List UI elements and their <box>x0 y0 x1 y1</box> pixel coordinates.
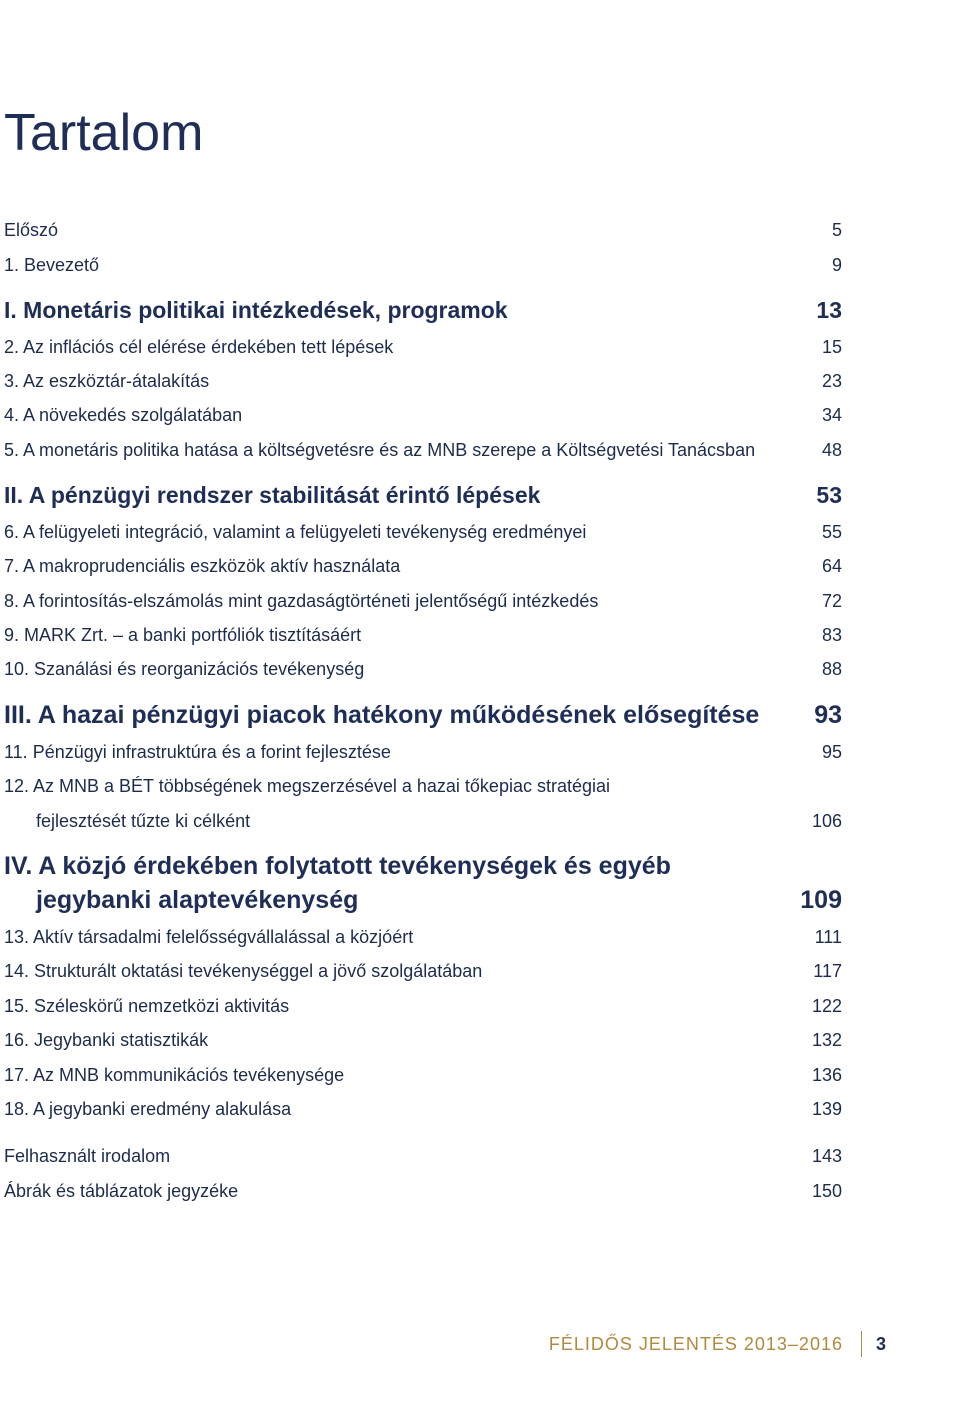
toc-entry-page: 88 <box>821 659 842 679</box>
toc-entry-label: Előszó <box>4 220 59 240</box>
toc-entry-label: 3. Az eszköztár-átalakítás <box>4 371 210 391</box>
toc-entry-chapter-2[interactable] <box>4 335 842 359</box>
toc-entry-label: 5. A monetáris politika hatása a költségvetésre és az MNB szerepe a Költségvetési Tanácsban <box>4 440 756 460</box>
toc-entry-page: 150 <box>811 1181 842 1201</box>
toc-entry-page: 83 <box>821 625 842 645</box>
toc-part-IV-cont[interactable] <box>4 884 842 916</box>
toc-part-page: 13 <box>816 297 842 323</box>
toc-entry-foreword[interactable] <box>4 218 842 242</box>
toc-entry-label: 18. A jegybanki eredmény alakulása <box>4 1099 292 1119</box>
toc-entry-label: 8. A forintosítás-elszámolás mint gazdaságtörténeti jelentőségű intézkedés <box>4 591 599 611</box>
toc-entry-page: 9 <box>831 255 842 275</box>
toc-entry-chapter-7[interactable] <box>4 554 842 578</box>
toc-entry-page: 106 <box>811 811 842 831</box>
toc-entry-chapter-16[interactable] <box>4 1028 842 1052</box>
toc-entry-chapter-11[interactable] <box>4 740 842 764</box>
toc-entry-figures-tables[interactable] <box>4 1179 842 1203</box>
toc-part-page: 93 <box>814 701 842 729</box>
toc-entry-page: 95 <box>821 742 842 762</box>
toc-part-page: 53 <box>816 482 842 508</box>
toc-entry-chapter-10[interactable] <box>4 657 842 681</box>
toc-entry-page: 15 <box>821 337 842 357</box>
toc-part-label: III. A hazai pénzügyi piacok hatékony működésének elősegítése <box>4 701 760 729</box>
toc-entry-page: 23 <box>821 371 842 391</box>
toc-part-IV[interactable] <box>4 850 842 882</box>
toc-entry-label: 14. Strukturált oktatási tevékenységgel a jövő szolgálatában <box>4 961 483 981</box>
toc-entry-page: 136 <box>811 1065 842 1085</box>
toc-entry-label: 10. Szanálási és reorganizációs tevékenység <box>4 659 365 679</box>
toc-part-label: IV. A közjó érdekében folytatott tevékenységek és egyéb <box>4 852 671 880</box>
toc-entry-label: 6. A felügyeleti integráció, valamint a felügyeleti tevékenység eredményei <box>4 522 587 542</box>
toc-entry-chapter-3[interactable] <box>4 369 842 393</box>
toc-entry-chapter-1[interactable] <box>4 253 842 277</box>
toc-entry-page: 111 <box>814 927 842 947</box>
toc-entry-page: 139 <box>811 1099 842 1119</box>
toc-entry-label: fejlesztését tűzte ki célként <box>36 811 251 831</box>
toc-part-I[interactable] <box>4 295 842 325</box>
toc-entry-label: 11. Pénzügyi infrastruktúra és a forint fejlesztése <box>4 742 391 762</box>
toc-entry-label: 9. MARK Zrt. – a banki portfóliók tisztításáért <box>4 625 362 645</box>
toc-entry-bibliography[interactable] <box>4 1144 842 1168</box>
toc-entry-label: 16. Jegybanki statisztikák <box>4 1030 209 1050</box>
toc-part-label: I. Monetáris politikai intézkedések, programok <box>4 297 508 323</box>
toc-entry-chapter-5[interactable] <box>4 438 842 462</box>
toc-part-III[interactable] <box>4 699 842 731</box>
toc-entry-chapter-12[interactable] <box>4 774 842 798</box>
toc-entry-chapter-6[interactable] <box>4 520 842 544</box>
toc-entry-label: 4. A növekedés szolgálatában <box>4 405 243 425</box>
toc-entry-page: 55 <box>821 522 842 542</box>
toc-entry-page: 5 <box>831 220 842 240</box>
toc-entry-label: 12. Az MNB a BÉT többségének megszerzésével a hazai tőkepiac stratégiai <box>4 776 610 796</box>
toc-entry-chapter-15[interactable] <box>4 994 842 1018</box>
footer-page-number: 3 <box>875 1333 886 1354</box>
page-footer <box>549 1330 886 1358</box>
toc-entry-page: 72 <box>821 591 842 611</box>
toc-entry-label: 7. A makroprudenciális eszközök aktív használata <box>4 556 401 576</box>
toc-entry-label: 13. Aktív társadalmi felelősségvállalással a közjóért <box>4 927 414 947</box>
toc-part-label: II. A pénzügyi rendszer stabilitását érintő lépések <box>4 482 541 508</box>
toc-entry-page: 34 <box>821 405 842 425</box>
toc-part-page: 109 <box>800 886 842 914</box>
toc-entry-chapter-18[interactable] <box>4 1097 842 1121</box>
toc-entry-page: 48 <box>821 440 842 460</box>
toc-entry-chapter-14[interactable] <box>4 959 842 983</box>
toc-entry-chapter-12-cont[interactable] <box>4 809 842 833</box>
toc-part-II[interactable] <box>4 480 842 510</box>
toc-entry-chapter-4[interactable] <box>4 403 842 427</box>
toc-entry-label: Ábrák és táblázatok jegyzéke <box>4 1181 239 1201</box>
page-title: Tartalom <box>4 103 204 162</box>
toc-entry-label: 17. Az MNB kommunikációs tevékenysége <box>4 1065 345 1085</box>
toc-entry-page: 122 <box>811 996 842 1016</box>
toc-entry-chapter-13[interactable] <box>4 925 842 949</box>
toc-part-label: jegybanki alaptevékenység <box>36 886 359 914</box>
toc-entry-label: 2. Az inflációs cél elérése érdekében tett lépések <box>4 337 394 357</box>
toc-entry-label: Felhasznált irodalom <box>4 1146 171 1166</box>
toc-entry-label: 15. Széleskörű nemzetközi aktivitás <box>4 996 290 1016</box>
footer-divider <box>861 1331 862 1357</box>
toc-entry-chapter-8[interactable] <box>4 589 842 613</box>
toc-entry-page: 143 <box>811 1146 842 1166</box>
toc-entry-page: 132 <box>811 1030 842 1050</box>
toc-entry-chapter-9[interactable] <box>4 623 842 647</box>
toc-entry-page: 117 <box>813 961 842 981</box>
footer-report-title: FÉLIDŐS JELENTÉS 2013–2016 <box>548 1333 843 1354</box>
toc-entry-chapter-17[interactable] <box>4 1063 842 1087</box>
toc-entry-label: 1. Bevezető <box>4 255 100 275</box>
toc-entry-page: 64 <box>821 556 842 576</box>
